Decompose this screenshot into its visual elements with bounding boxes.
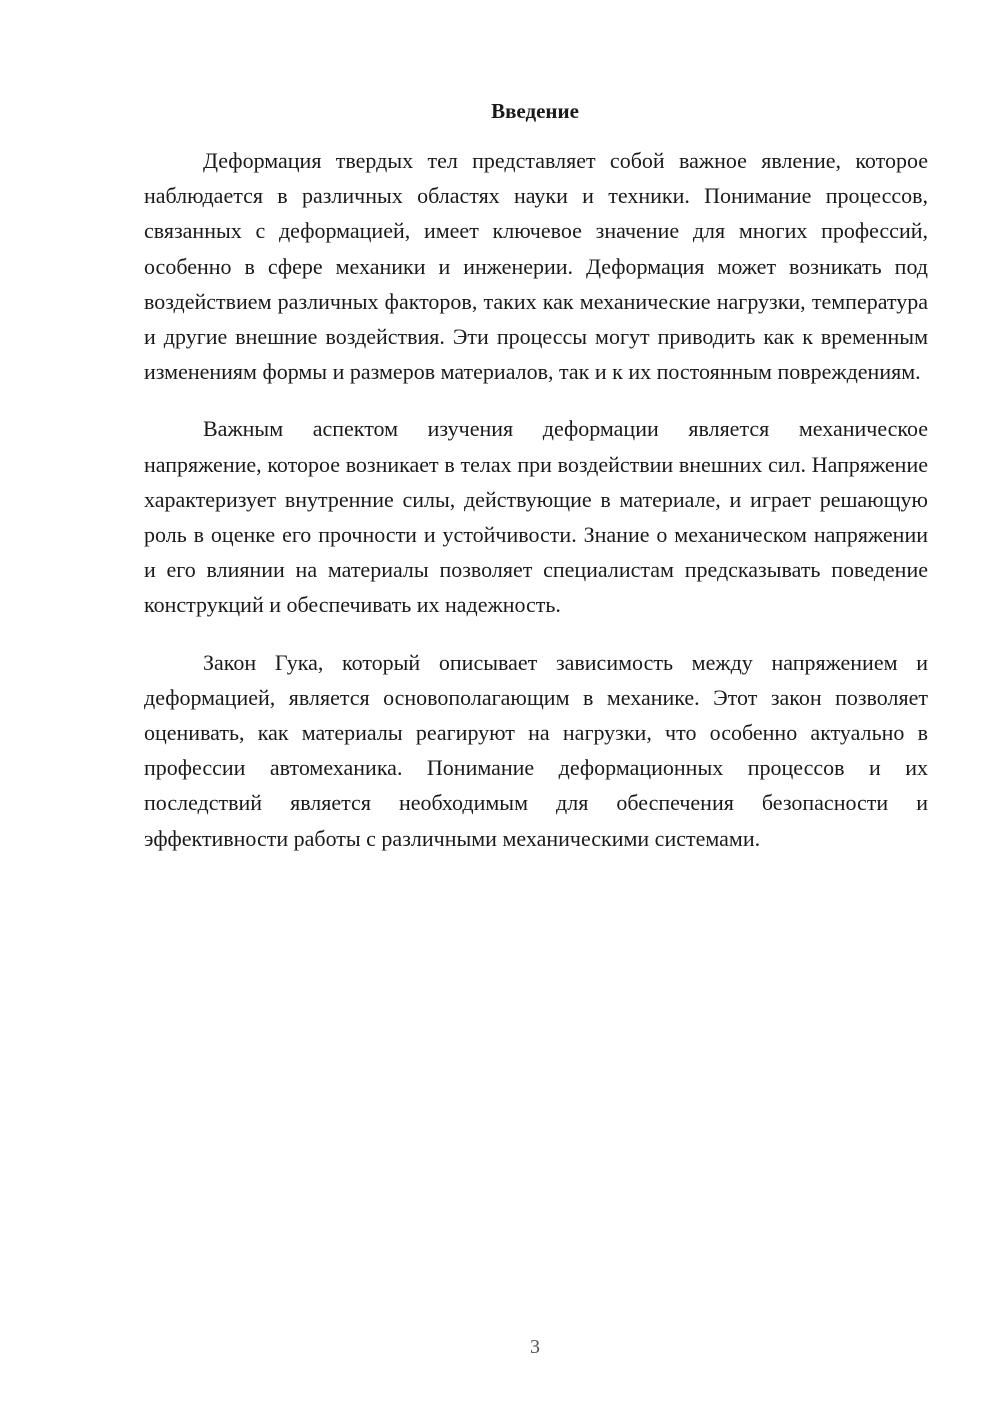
page-number: 3	[530, 1336, 540, 1358]
paragraph-1: Деформация твердых тел представляет собой важное явление, которое наблюдается в различных областях науки и техники. Понимание процессов, связанных с деформацией, имеет ключевое значение для многих профессий, особенно в сфере механики и инженерии. Деформация может возникать под воздействием различных факторов, таких как механические нагрузки, температура и другие внешние воздействия. Эти процессы могут приводить как к временным изменениям формы и размеров материалов, так и к их постоянным повреждениям.	[144, 148, 928, 385]
paragraph-2: Важным аспектом изучения деформации является механическое напряжение, которое возникает в телах при воздействии внешних сил. Напряжение характеризует внутренние силы, действующие в материале, и играет решающую роль в оценке его прочности и устойчивости. Знание о механическом напряжении и его влиянии на материалы позволяет специалистам предсказывать поведение конструкций и обеспечивать их надежность.	[144, 416, 928, 618]
page-title: Введение	[491, 99, 579, 123]
paragraph-3: Закон Гука, который описывает зависимость между напряжением и деформацией, является основополагающим в механике. Этот закон позволяет оценивать, как материалы реагируют на нагрузки, что особенно актуально в профессии автомеханика. Понимание деформационных процессов и их последствий является необходимым для обеспечения безопасности и эффективности работы с различными механическими системами.	[144, 649, 928, 851]
body-text	[144, 143, 928, 878]
